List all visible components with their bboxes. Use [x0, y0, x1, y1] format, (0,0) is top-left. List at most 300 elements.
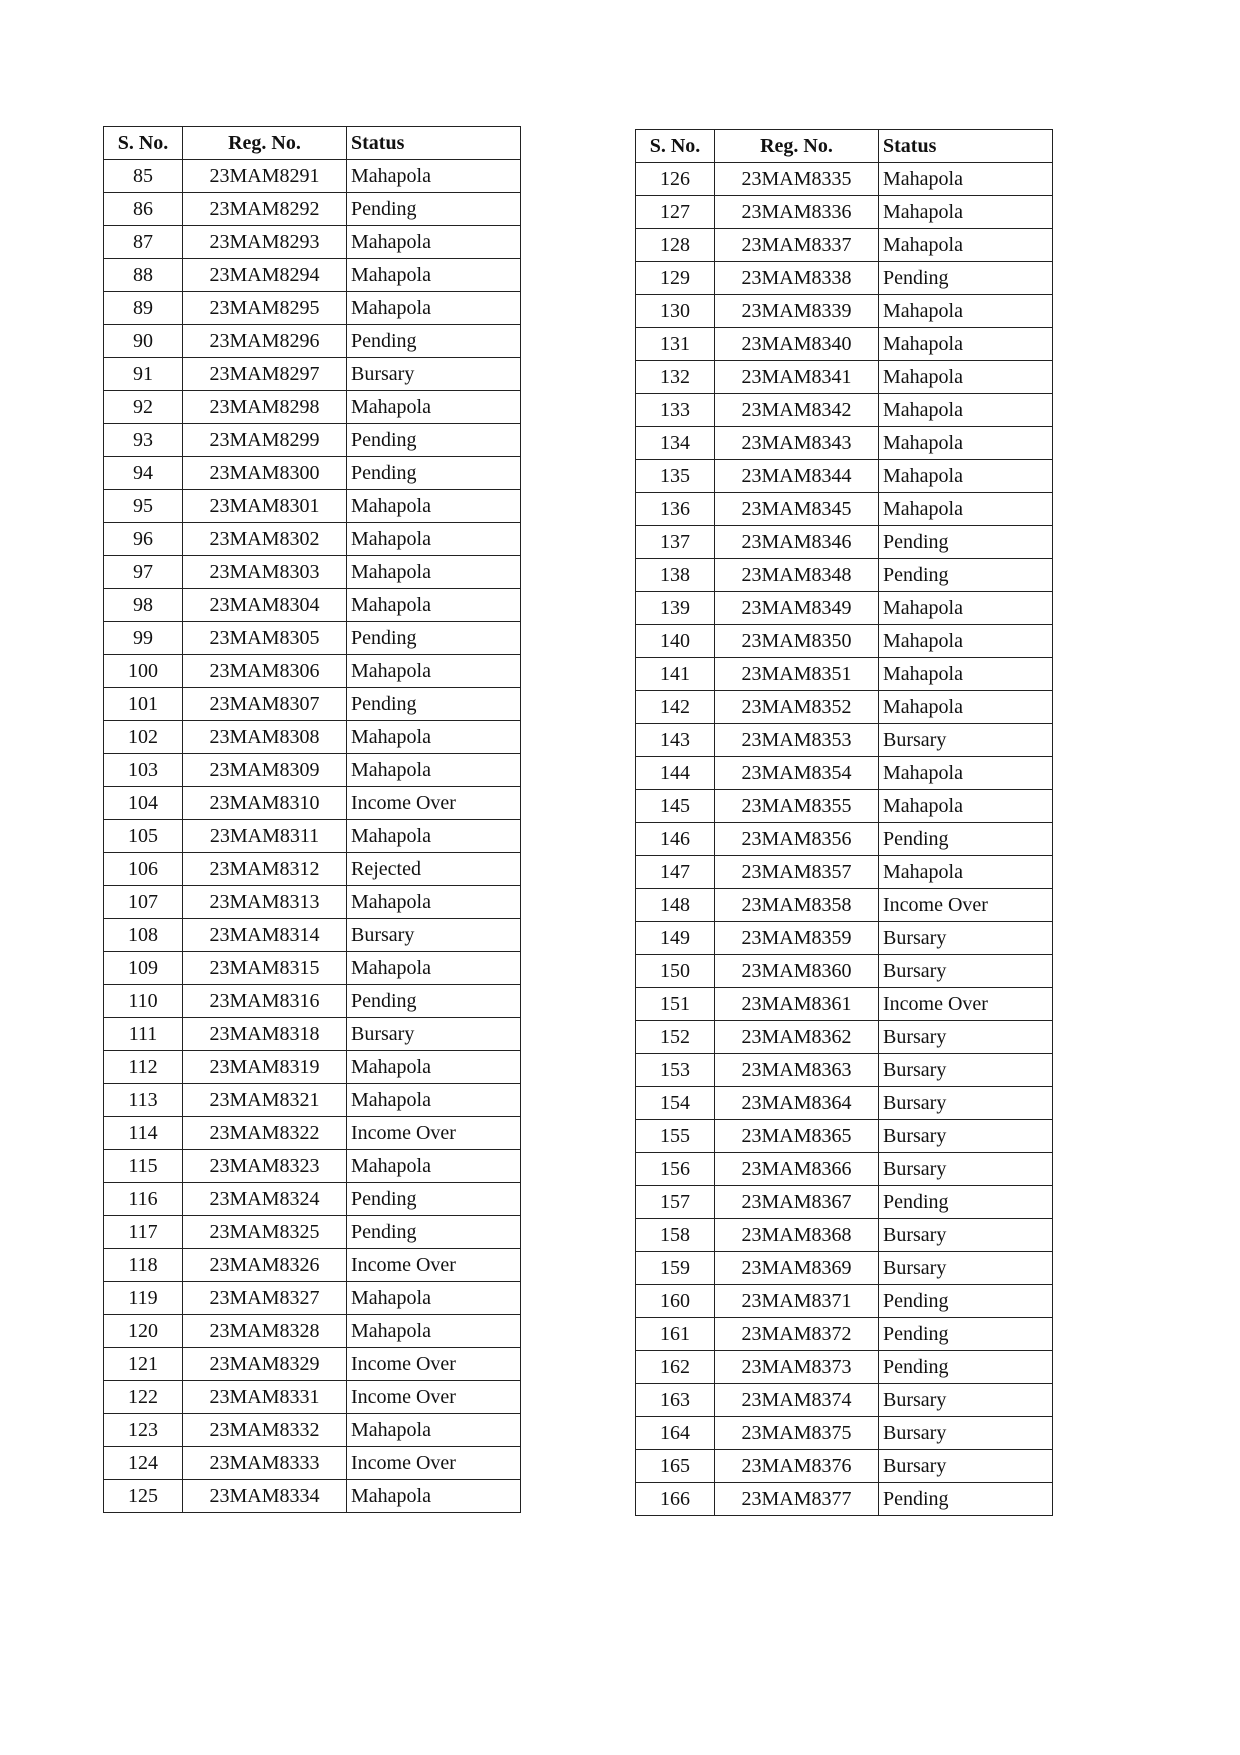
cell-status: Mahapola: [347, 721, 521, 754]
table-row: [104, 688, 521, 721]
table-row: [636, 196, 1053, 229]
cell-sno: 128: [636, 229, 715, 262]
cell-status: Mahapola: [879, 460, 1053, 493]
cell-sno: 150: [636, 955, 715, 988]
cell-reg-no: 23MAM8365: [715, 1120, 879, 1153]
cell-sno: 119: [104, 1282, 183, 1315]
cell-status: Mahapola: [347, 952, 521, 985]
cell-status: Bursary: [879, 1219, 1053, 1252]
table-row: [104, 721, 521, 754]
cell-status: Bursary: [347, 358, 521, 391]
table-row: [636, 988, 1053, 1021]
cell-status: Pending: [347, 622, 521, 655]
table-row: [636, 229, 1053, 262]
cell-reg-no: 23MAM8294: [183, 259, 347, 292]
cell-status: Mahapola: [879, 295, 1053, 328]
table-row: [104, 1282, 521, 1315]
cell-sno: 136: [636, 493, 715, 526]
cell-sno: 157: [636, 1186, 715, 1219]
cell-sno: 159: [636, 1252, 715, 1285]
cell-status: Pending: [879, 1318, 1053, 1351]
cell-reg-no: 23MAM8335: [715, 163, 879, 196]
table-header-row: [636, 130, 1053, 163]
cell-status: Mahapola: [347, 886, 521, 919]
cell-reg-no: 23MAM8358: [715, 889, 879, 922]
cell-reg-no: 23MAM8313: [183, 886, 347, 919]
cell-reg-no: 23MAM8343: [715, 427, 879, 460]
cell-status: Bursary: [879, 922, 1053, 955]
cell-sno: 155: [636, 1120, 715, 1153]
header-reg-no: Reg. No.: [183, 127, 347, 160]
table-row: [636, 889, 1053, 922]
cell-reg-no: 23MAM8305: [183, 622, 347, 655]
cell-reg-no: 23MAM8344: [715, 460, 879, 493]
table-row: [104, 1051, 521, 1084]
cell-sno: 160: [636, 1285, 715, 1318]
cell-status: Pending: [347, 1216, 521, 1249]
cell-status: Bursary: [879, 1384, 1053, 1417]
cell-sno: 148: [636, 889, 715, 922]
table-row: [636, 658, 1053, 691]
cell-status: Mahapola: [879, 196, 1053, 229]
table-row: [104, 787, 521, 820]
cell-reg-no: 23MAM8308: [183, 721, 347, 754]
cell-status: Mahapola: [879, 658, 1053, 691]
table-row: [104, 1150, 521, 1183]
table-row: [636, 1384, 1053, 1417]
table-row: [636, 1054, 1053, 1087]
cell-sno: 144: [636, 757, 715, 790]
cell-reg-no: 23MAM8363: [715, 1054, 879, 1087]
table-row: [636, 757, 1053, 790]
cell-sno: 108: [104, 919, 183, 952]
cell-status: Mahapola: [347, 1414, 521, 1447]
table-row: [636, 1285, 1053, 1318]
cell-sno: 156: [636, 1153, 715, 1186]
cell-reg-no: 23MAM8375: [715, 1417, 879, 1450]
cell-sno: 135: [636, 460, 715, 493]
cell-sno: 129: [636, 262, 715, 295]
cell-sno: 117: [104, 1216, 183, 1249]
table-row: [636, 559, 1053, 592]
cell-reg-no: 23MAM8371: [715, 1285, 879, 1318]
table-row: [636, 1087, 1053, 1120]
cell-sno: 114: [104, 1117, 183, 1150]
cell-sno: 137: [636, 526, 715, 559]
cell-reg-no: 23MAM8361: [715, 988, 879, 1021]
cell-reg-no: 23MAM8366: [715, 1153, 879, 1186]
status-table-left: [103, 126, 521, 1513]
cell-sno: 105: [104, 820, 183, 853]
cell-sno: 99: [104, 622, 183, 655]
cell-reg-no: 23MAM8368: [715, 1219, 879, 1252]
cell-status: Income Over: [347, 1447, 521, 1480]
table-row: [636, 790, 1053, 823]
cell-sno: 107: [104, 886, 183, 919]
cell-sno: 130: [636, 295, 715, 328]
cell-status: Pending: [347, 424, 521, 457]
cell-reg-no: 23MAM8338: [715, 262, 879, 295]
cell-status: Pending: [347, 457, 521, 490]
cell-reg-no: 23MAM8339: [715, 295, 879, 328]
cell-reg-no: 23MAM8295: [183, 292, 347, 325]
cell-status: Rejected: [347, 853, 521, 886]
header-sno: S. No.: [104, 127, 183, 160]
cell-status: Income Over: [879, 889, 1053, 922]
cell-reg-no: 23MAM8369: [715, 1252, 879, 1285]
cell-reg-no: 23MAM8352: [715, 691, 879, 724]
cell-status: Mahapola: [347, 1084, 521, 1117]
status-table-right: [635, 129, 1053, 1516]
table-row: [636, 328, 1053, 361]
cell-status: Mahapola: [347, 292, 521, 325]
cell-reg-no: 23MAM8310: [183, 787, 347, 820]
table-row: [104, 193, 521, 226]
table-row: [636, 1417, 1053, 1450]
cell-status: Mahapola: [347, 1150, 521, 1183]
table-row: [636, 955, 1053, 988]
cell-reg-no: 23MAM8321: [183, 1084, 347, 1117]
cell-reg-no: 23MAM8316: [183, 985, 347, 1018]
cell-reg-no: 23MAM8322: [183, 1117, 347, 1150]
table-row: [636, 1252, 1053, 1285]
header-reg-no: Reg. No.: [715, 130, 879, 163]
table-row: [104, 1348, 521, 1381]
cell-sno: 152: [636, 1021, 715, 1054]
table-row: [636, 1483, 1053, 1516]
cell-status: Mahapola: [347, 655, 521, 688]
cell-sno: 88: [104, 259, 183, 292]
cell-reg-no: 23MAM8359: [715, 922, 879, 955]
table-row: [104, 358, 521, 391]
cell-sno: 132: [636, 361, 715, 394]
table-row: [636, 1450, 1053, 1483]
table-row: [104, 589, 521, 622]
cell-sno: 153: [636, 1054, 715, 1087]
table-row: [636, 724, 1053, 757]
cell-sno: 89: [104, 292, 183, 325]
cell-reg-no: 23MAM8319: [183, 1051, 347, 1084]
cell-reg-no: 23MAM8325: [183, 1216, 347, 1249]
table-row: [104, 1018, 521, 1051]
table-row: [104, 226, 521, 259]
cell-reg-no: 23MAM8362: [715, 1021, 879, 1054]
cell-status: Mahapola: [879, 625, 1053, 658]
cell-status: Mahapola: [347, 589, 521, 622]
cell-reg-no: 23MAM8342: [715, 394, 879, 427]
table-row: [104, 952, 521, 985]
cell-reg-no: 23MAM8292: [183, 193, 347, 226]
cell-sno: 142: [636, 691, 715, 724]
cell-sno: 98: [104, 589, 183, 622]
table-row: [636, 427, 1053, 460]
cell-sno: 111: [104, 1018, 183, 1051]
header-sno: S. No.: [636, 130, 715, 163]
table-row: [104, 1315, 521, 1348]
cell-status: Pending: [347, 1183, 521, 1216]
table-row: [636, 1153, 1053, 1186]
table-row: [104, 853, 521, 886]
cell-sno: 112: [104, 1051, 183, 1084]
cell-status: Pending: [879, 1351, 1053, 1384]
cell-sno: 106: [104, 853, 183, 886]
cell-reg-no: 23MAM8376: [715, 1450, 879, 1483]
cell-reg-no: 23MAM8306: [183, 655, 347, 688]
cell-reg-no: 23MAM8372: [715, 1318, 879, 1351]
cell-status: Bursary: [879, 1417, 1053, 1450]
cell-sno: 103: [104, 754, 183, 787]
cell-sno: 104: [104, 787, 183, 820]
table-row: [636, 1219, 1053, 1252]
cell-reg-no: 23MAM8311: [183, 820, 347, 853]
cell-sno: 126: [636, 163, 715, 196]
cell-status: Income Over: [347, 1117, 521, 1150]
table-row: [104, 1249, 521, 1282]
cell-sno: 139: [636, 592, 715, 625]
cell-sno: 95: [104, 490, 183, 523]
table-row: [636, 1186, 1053, 1219]
cell-status: Bursary: [879, 1252, 1053, 1285]
cell-reg-no: 23MAM8346: [715, 526, 879, 559]
cell-status: Pending: [879, 1285, 1053, 1318]
cell-reg-no: 23MAM8291: [183, 160, 347, 193]
table-row: [104, 1480, 521, 1513]
cell-reg-no: 23MAM8357: [715, 856, 879, 889]
table-row: [104, 523, 521, 556]
cell-sno: 134: [636, 427, 715, 460]
cell-sno: 151: [636, 988, 715, 1021]
cell-status: Bursary: [347, 1018, 521, 1051]
cell-status: Pending: [879, 1483, 1053, 1516]
cell-reg-no: 23MAM8334: [183, 1480, 347, 1513]
cell-sno: 115: [104, 1150, 183, 1183]
cell-sno: 161: [636, 1318, 715, 1351]
table-row: [104, 1381, 521, 1414]
cell-reg-no: 23MAM8377: [715, 1483, 879, 1516]
cell-reg-no: 23MAM8331: [183, 1381, 347, 1414]
cell-sno: 121: [104, 1348, 183, 1381]
cell-status: Pending: [879, 559, 1053, 592]
cell-reg-no: 23MAM8356: [715, 823, 879, 856]
cell-status: Mahapola: [879, 163, 1053, 196]
cell-status: Income Over: [347, 1249, 521, 1282]
table-row: [104, 1216, 521, 1249]
cell-sno: 86: [104, 193, 183, 226]
table-row: [636, 394, 1053, 427]
cell-sno: 113: [104, 1084, 183, 1117]
cell-status: Bursary: [879, 1120, 1053, 1153]
cell-sno: 100: [104, 655, 183, 688]
cell-reg-no: 23MAM8345: [715, 493, 879, 526]
cell-status: Bursary: [879, 955, 1053, 988]
cell-reg-no: 23MAM8309: [183, 754, 347, 787]
table-row: [636, 1120, 1053, 1153]
cell-status: Pending: [347, 688, 521, 721]
cell-reg-no: 23MAM8304: [183, 589, 347, 622]
cell-sno: 92: [104, 391, 183, 424]
cell-sno: 166: [636, 1483, 715, 1516]
cell-sno: 91: [104, 358, 183, 391]
cell-sno: 85: [104, 160, 183, 193]
cell-reg-no: 23MAM8314: [183, 919, 347, 952]
table-row: [636, 295, 1053, 328]
cell-sno: 122: [104, 1381, 183, 1414]
cell-sno: 90: [104, 325, 183, 358]
table-row: [636, 163, 1053, 196]
cell-reg-no: 23MAM8307: [183, 688, 347, 721]
cell-reg-no: 23MAM8355: [715, 790, 879, 823]
cell-reg-no: 23MAM8301: [183, 490, 347, 523]
cell-status: Bursary: [879, 724, 1053, 757]
cell-status: Income Over: [347, 1381, 521, 1414]
cell-status: Mahapola: [879, 856, 1053, 889]
cell-reg-no: 23MAM8324: [183, 1183, 347, 1216]
cell-reg-no: 23MAM8340: [715, 328, 879, 361]
cell-status: Mahapola: [879, 328, 1053, 361]
cell-reg-no: 23MAM8348: [715, 559, 879, 592]
table-row: [104, 1084, 521, 1117]
cell-status: Mahapola: [879, 427, 1053, 460]
cell-reg-no: 23MAM8341: [715, 361, 879, 394]
cell-sno: 102: [104, 721, 183, 754]
cell-sno: 127: [636, 196, 715, 229]
cell-status: Mahapola: [347, 160, 521, 193]
cell-status: Mahapola: [347, 391, 521, 424]
cell-reg-no: 23MAM8367: [715, 1186, 879, 1219]
table-row: [636, 262, 1053, 295]
table-row: [104, 160, 521, 193]
cell-sno: 162: [636, 1351, 715, 1384]
cell-sno: 109: [104, 952, 183, 985]
cell-reg-no: 23MAM8360: [715, 955, 879, 988]
cell-reg-no: 23MAM8364: [715, 1087, 879, 1120]
cell-reg-no: 23MAM8329: [183, 1348, 347, 1381]
cell-sno: 133: [636, 394, 715, 427]
table-row: [104, 1117, 521, 1150]
cell-reg-no: 23MAM8337: [715, 229, 879, 262]
cell-status: Mahapola: [879, 790, 1053, 823]
table-row: [636, 856, 1053, 889]
cell-reg-no: 23MAM8354: [715, 757, 879, 790]
cell-status: Pending: [879, 823, 1053, 856]
table-row: [636, 460, 1053, 493]
table-row: [636, 823, 1053, 856]
cell-status: Mahapola: [347, 490, 521, 523]
table-row: [636, 1351, 1053, 1384]
cell-reg-no: 23MAM8336: [715, 196, 879, 229]
cell-reg-no: 23MAM8328: [183, 1315, 347, 1348]
cell-reg-no: 23MAM8351: [715, 658, 879, 691]
cell-sno: 94: [104, 457, 183, 490]
table-row: [104, 1414, 521, 1447]
cell-sno: 164: [636, 1417, 715, 1450]
cell-sno: 146: [636, 823, 715, 856]
cell-status: Mahapola: [347, 556, 521, 589]
cell-status: Mahapola: [347, 1315, 521, 1348]
cell-status: Mahapola: [347, 1480, 521, 1513]
cell-status: Mahapola: [879, 691, 1053, 724]
cell-reg-no: 23MAM8332: [183, 1414, 347, 1447]
cell-reg-no: 23MAM8318: [183, 1018, 347, 1051]
table-row: [636, 1318, 1053, 1351]
cell-status: Mahapola: [347, 820, 521, 853]
cell-reg-no: 23MAM8299: [183, 424, 347, 457]
table-row: [636, 922, 1053, 955]
table-row: [104, 919, 521, 952]
cell-status: Bursary: [879, 1054, 1053, 1087]
cell-status: Pending: [347, 325, 521, 358]
cell-status: Bursary: [879, 1450, 1053, 1483]
table-row: [104, 325, 521, 358]
cell-sno: 124: [104, 1447, 183, 1480]
cell-status: Bursary: [879, 1021, 1053, 1054]
cell-sno: 138: [636, 559, 715, 592]
cell-status: Mahapola: [879, 493, 1053, 526]
cell-reg-no: 23MAM8353: [715, 724, 879, 757]
cell-status: Mahapola: [879, 592, 1053, 625]
table-row: [636, 625, 1053, 658]
table-row: [636, 592, 1053, 625]
cell-sno: 143: [636, 724, 715, 757]
cell-status: Pending: [879, 526, 1053, 559]
cell-status: Mahapola: [347, 1051, 521, 1084]
cell-status: Mahapola: [879, 361, 1053, 394]
cell-reg-no: 23MAM8300: [183, 457, 347, 490]
cell-reg-no: 23MAM8302: [183, 523, 347, 556]
cell-status: Pending: [879, 262, 1053, 295]
cell-status: Mahapola: [347, 259, 521, 292]
cell-reg-no: 23MAM8350: [715, 625, 879, 658]
cell-reg-no: 23MAM8349: [715, 592, 879, 625]
table-row: [104, 1183, 521, 1216]
cell-sno: 131: [636, 328, 715, 361]
cell-reg-no: 23MAM8315: [183, 952, 347, 985]
cell-sno: 97: [104, 556, 183, 589]
cell-status: Mahapola: [879, 757, 1053, 790]
cell-status: Mahapola: [879, 229, 1053, 262]
cell-reg-no: 23MAM8326: [183, 1249, 347, 1282]
cell-sno: 96: [104, 523, 183, 556]
table-header-row: [104, 127, 521, 160]
header-status: Status: [347, 127, 521, 160]
header-status: Status: [879, 130, 1053, 163]
table-row: [104, 292, 521, 325]
table-row: [104, 622, 521, 655]
cell-sno: 149: [636, 922, 715, 955]
table-row: [104, 985, 521, 1018]
table-row: [636, 1021, 1053, 1054]
table-row: [104, 259, 521, 292]
table-row: [104, 1447, 521, 1480]
cell-reg-no: 23MAM8296: [183, 325, 347, 358]
cell-sno: 110: [104, 985, 183, 1018]
cell-status: Income Over: [347, 1348, 521, 1381]
cell-sno: 93: [104, 424, 183, 457]
table-row: [104, 424, 521, 457]
table-row: [104, 490, 521, 523]
cell-status: Income Over: [879, 988, 1053, 1021]
cell-sno: 123: [104, 1414, 183, 1447]
cell-sno: 154: [636, 1087, 715, 1120]
cell-reg-no: 23MAM8303: [183, 556, 347, 589]
table-row: [636, 691, 1053, 724]
cell-reg-no: 23MAM8373: [715, 1351, 879, 1384]
cell-sno: 141: [636, 658, 715, 691]
cell-sno: 116: [104, 1183, 183, 1216]
cell-sno: 165: [636, 1450, 715, 1483]
cell-reg-no: 23MAM8374: [715, 1384, 879, 1417]
table-row: [104, 655, 521, 688]
